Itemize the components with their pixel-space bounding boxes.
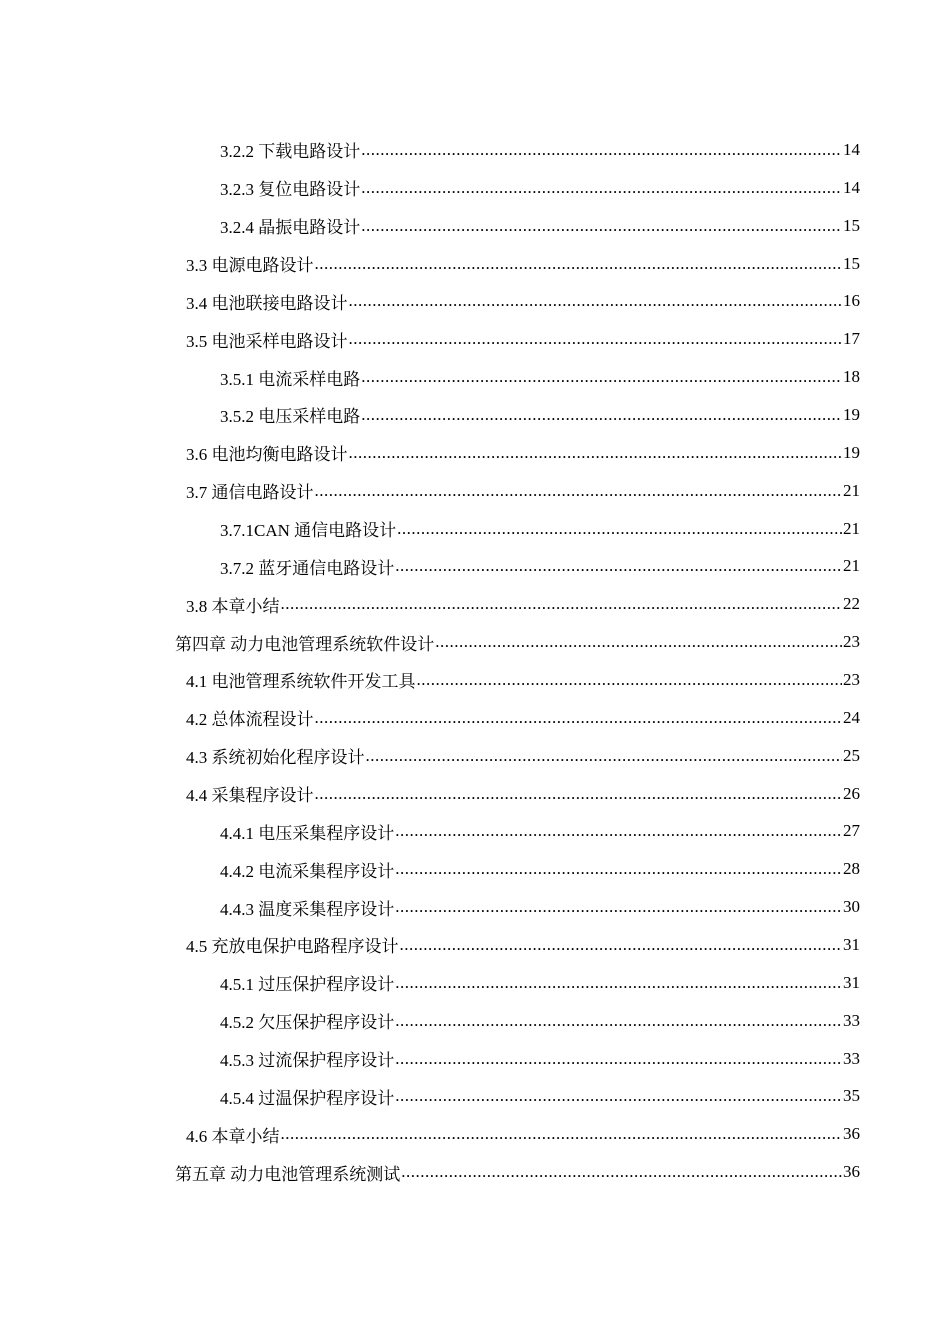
toc-entry-title: 4.4 采集程序设计 bbox=[186, 786, 314, 806]
toc-entry[interactable] bbox=[0, 510, 950, 548]
toc-entry-title: 4.4.3 温度采集程序设计 bbox=[220, 899, 395, 919]
dot-leader bbox=[395, 859, 842, 879]
toc-entry[interactable] bbox=[0, 320, 950, 358]
toc-entry[interactable] bbox=[0, 775, 950, 813]
toc-entry-title: 3.8 本章小结 bbox=[186, 596, 280, 616]
toc-entry-page-number: 14 bbox=[843, 177, 860, 197]
toc-entry[interactable] bbox=[0, 812, 950, 850]
toc-entry[interactable] bbox=[0, 547, 950, 585]
toc-entry-page-number: 17 bbox=[843, 329, 860, 349]
dot-leader bbox=[395, 556, 842, 576]
toc-entry[interactable] bbox=[0, 737, 950, 775]
toc-entry-title: 4.3 系统初始化程序设计 bbox=[186, 748, 365, 768]
toc-entry-page-number: 33 bbox=[843, 1010, 860, 1030]
dot-leader bbox=[397, 519, 842, 539]
dot-leader bbox=[395, 973, 842, 993]
toc-entry-title: 3.7.2 蓝牙通信电路设计 bbox=[220, 558, 395, 578]
dot-leader bbox=[395, 897, 842, 917]
toc-entry-title: 第五章 动力电池管理系统测试 bbox=[175, 1164, 401, 1184]
toc-entry[interactable] bbox=[0, 245, 950, 283]
toc-entry-page-number: 31 bbox=[843, 972, 860, 992]
toc-entry-title: 3.2.2 下载电路设计 bbox=[220, 142, 361, 162]
toc-entry-page-number: 28 bbox=[843, 859, 860, 879]
toc-entry[interactable] bbox=[0, 1002, 950, 1040]
toc-entry[interactable] bbox=[0, 1115, 950, 1153]
toc-entry[interactable] bbox=[0, 661, 950, 699]
toc-entry-title: 4.5.3 过流保护程序设计 bbox=[220, 1051, 395, 1071]
toc-entry[interactable] bbox=[0, 1040, 950, 1078]
toc-entry-page-number: 15 bbox=[843, 215, 860, 235]
dot-leader bbox=[315, 708, 843, 728]
toc-entry-page-number: 23 bbox=[843, 669, 860, 689]
dot-leader bbox=[366, 746, 843, 766]
toc-entry-page-number: 36 bbox=[843, 1162, 860, 1182]
toc-entry-page-number: 36 bbox=[843, 1124, 860, 1144]
toc-entry-page-number: 18 bbox=[843, 367, 860, 387]
toc-entry-title: 第四章 动力电池管理系统软件设计 bbox=[175, 634, 435, 654]
toc-entry[interactable] bbox=[0, 964, 950, 1002]
toc-entry[interactable] bbox=[0, 1153, 950, 1191]
toc-entry-title: 4.1 电池管理系统软件开发工具 bbox=[186, 672, 416, 692]
dot-leader bbox=[395, 821, 842, 841]
dot-leader bbox=[417, 670, 843, 690]
dot-leader bbox=[361, 216, 842, 236]
toc-entry-page-number: 31 bbox=[843, 934, 860, 954]
toc-entry-title: 4.4.2 电流采集程序设计 bbox=[220, 861, 395, 881]
toc-entry-page-number: 23 bbox=[843, 632, 860, 652]
toc-entry-page-number: 27 bbox=[843, 821, 860, 841]
toc-entry-title: 3.7.1CAN 通信电路设计 bbox=[220, 521, 397, 541]
toc-entry-page-number: 21 bbox=[843, 556, 860, 576]
toc-entry[interactable] bbox=[0, 358, 950, 396]
table-of-contents bbox=[0, 131, 950, 1191]
toc-entry-page-number: 21 bbox=[843, 518, 860, 538]
toc-entry-title: 4.4.1 电压采集程序设计 bbox=[220, 823, 395, 843]
toc-entry-title: 4.2 总体流程设计 bbox=[186, 710, 314, 730]
toc-entry-title: 4.5 充放电保护电路程序设计 bbox=[186, 937, 399, 957]
toc-entry-page-number: 35 bbox=[843, 1086, 860, 1106]
toc-entry-title: 3.5.2 电压采样电路 bbox=[220, 407, 361, 427]
toc-entry-title: 3.7 通信电路设计 bbox=[186, 483, 314, 503]
toc-entry-title: 3.4 电池联接电路设计 bbox=[186, 293, 348, 313]
toc-entry-title: 4.5.2 欠压保护程序设计 bbox=[220, 1013, 395, 1033]
toc-entry[interactable] bbox=[0, 282, 950, 320]
toc-entry[interactable] bbox=[0, 850, 950, 888]
toc-entry-page-number: 26 bbox=[843, 783, 860, 803]
dot-leader bbox=[315, 481, 843, 501]
toc-entry[interactable] bbox=[0, 1077, 950, 1115]
dot-leader bbox=[361, 405, 842, 425]
toc-entry-page-number: 21 bbox=[843, 480, 860, 500]
toc-entry-page-number: 15 bbox=[843, 253, 860, 273]
toc-entry[interactable] bbox=[0, 169, 950, 207]
toc-entry[interactable] bbox=[0, 926, 950, 964]
toc-entry[interactable] bbox=[0, 396, 950, 434]
dot-leader bbox=[435, 632, 842, 652]
dot-leader bbox=[349, 291, 843, 311]
dot-leader bbox=[349, 443, 843, 463]
toc-entry-title: 3.5 电池采样电路设计 bbox=[186, 331, 348, 351]
toc-entry[interactable] bbox=[0, 434, 950, 472]
dot-leader bbox=[395, 1086, 842, 1106]
toc-entry[interactable] bbox=[0, 207, 950, 245]
dot-leader bbox=[395, 1011, 842, 1031]
toc-entry[interactable] bbox=[0, 699, 950, 737]
toc-entry-page-number: 14 bbox=[843, 139, 860, 159]
toc-entry[interactable] bbox=[0, 131, 950, 169]
toc-entry-title: 3.3 电源电路设计 bbox=[186, 256, 314, 275]
toc-entry-title: 4.5.4 过温保护程序设计 bbox=[220, 1088, 395, 1108]
dot-leader bbox=[361, 367, 842, 387]
toc-entry[interactable] bbox=[0, 472, 950, 510]
toc-entry-title: 3.2.4 晶振电路设计 bbox=[220, 218, 361, 238]
dot-leader bbox=[401, 1162, 842, 1182]
toc-entry-title: 3.6 电池均衡电路设计 bbox=[186, 445, 348, 465]
toc-entry-title: 4.5.1 过压保护程序设计 bbox=[220, 975, 395, 995]
toc-entry-page-number: 16 bbox=[843, 291, 860, 311]
dot-leader bbox=[315, 254, 843, 274]
toc-entry-page-number: 19 bbox=[843, 442, 860, 462]
toc-entry-title: 3.2.3 复位电路设计 bbox=[220, 180, 361, 200]
toc-entry-page-number: 24 bbox=[843, 707, 860, 727]
toc-entry[interactable] bbox=[0, 623, 950, 661]
toc-entry-page-number: 25 bbox=[843, 745, 860, 765]
toc-entry[interactable] bbox=[0, 888, 950, 926]
dot-leader bbox=[315, 784, 843, 804]
dot-leader bbox=[400, 935, 843, 955]
dot-leader bbox=[361, 178, 842, 198]
dot-leader bbox=[349, 329, 843, 349]
dot-leader bbox=[281, 1124, 843, 1144]
toc-entry-title: 3.5.1 电流采样电路 bbox=[220, 369, 361, 389]
toc-entry-page-number: 19 bbox=[843, 404, 860, 424]
toc-entry-page-number: 33 bbox=[843, 1048, 860, 1068]
toc-entry-page-number: 30 bbox=[843, 897, 860, 917]
dot-leader bbox=[361, 140, 842, 160]
toc-entry-page-number: 22 bbox=[843, 594, 860, 614]
dot-leader bbox=[395, 1049, 842, 1069]
toc-entry[interactable] bbox=[0, 585, 950, 623]
toc-entry-title: 4.6 本章小结 bbox=[186, 1126, 280, 1146]
dot-leader bbox=[281, 594, 843, 614]
